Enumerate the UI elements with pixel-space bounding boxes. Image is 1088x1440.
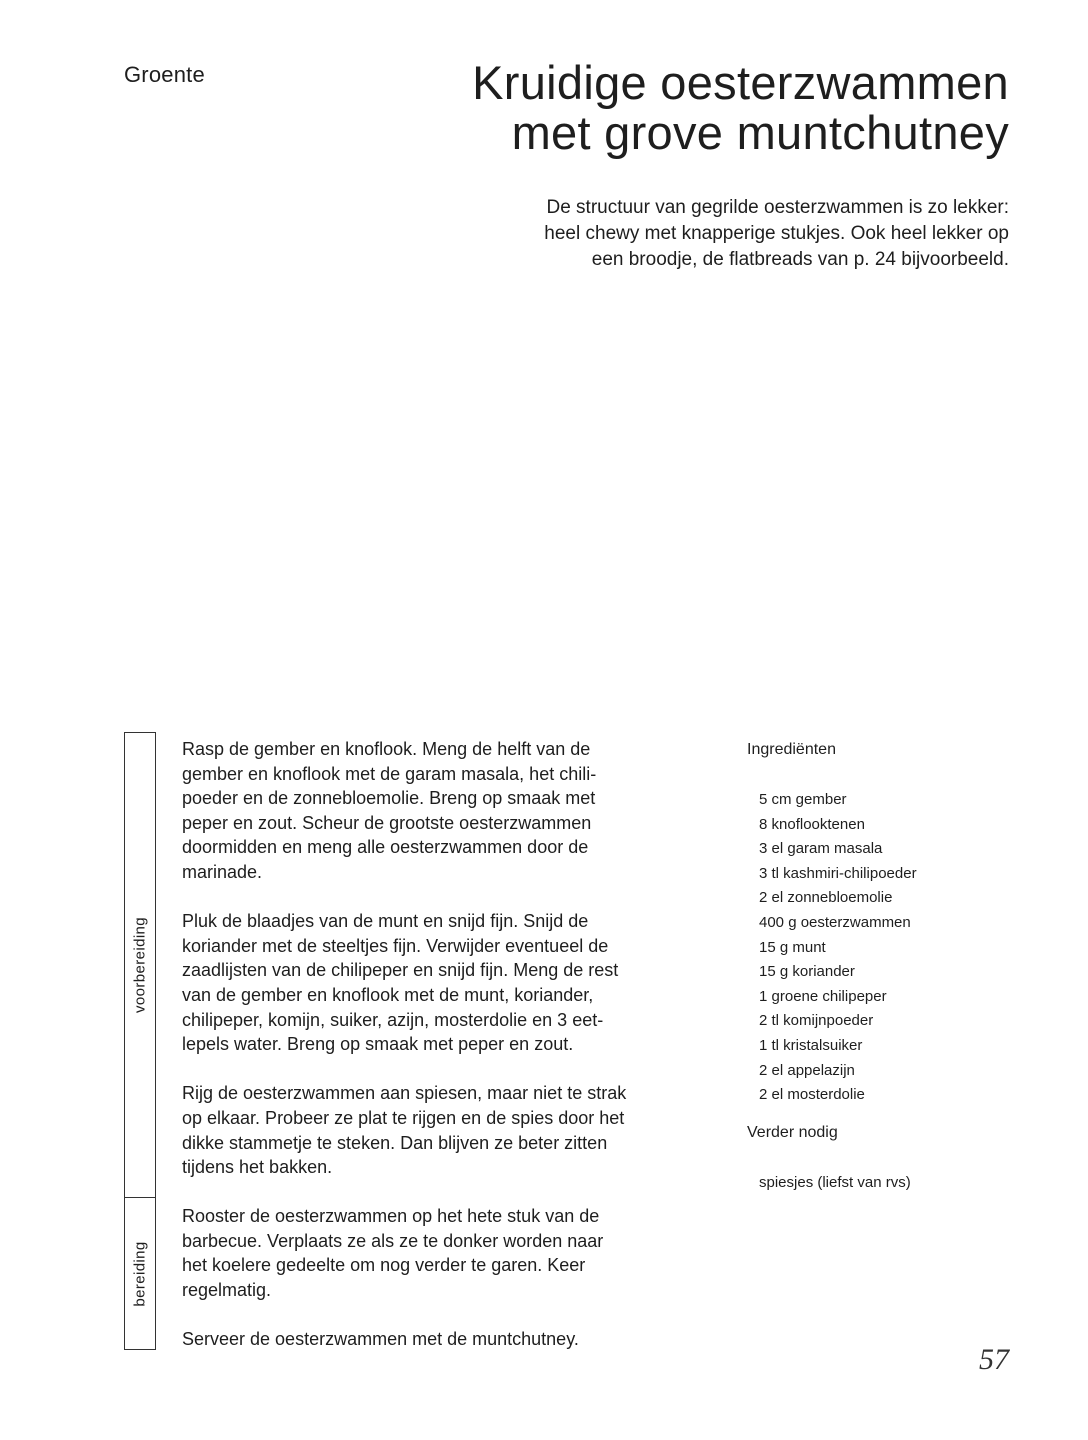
step-line: Rijg de oesterzwammen aan spiesen, maar niet te strak — [182, 1083, 627, 1104]
intro-line: een broodje, de flatbreads van p. 24 bijvoorbeeld. — [591, 249, 1009, 270]
ingredient-item: 400 g oesterzwammen — [759, 913, 911, 931]
cooking-section-label: bereiding — [131, 1240, 149, 1307]
extra-items-list — [759, 1171, 1007, 1196]
step-paragraph — [182, 737, 682, 885]
step-line: Pluk de blaadjes van de munt en snijd fijn. Snijd de — [182, 911, 589, 932]
ingredient-item: 2 el zonnebloemolie — [759, 889, 893, 907]
step-line: chilipeper, komijn, suiker, azijn, mosterdolie en 3 eet- — [182, 1009, 604, 1030]
step-line: lepels water. Breng op smaak met peper en zout. — [182, 1034, 574, 1055]
method-steps — [182, 737, 682, 1376]
step-line: Rasp de gember en knoflook. Meng de helft van de — [182, 739, 591, 759]
step-line: zaadlijsten van de chilipeper en snijd fijn. Meng de rest — [182, 960, 619, 981]
intro-line: heel chewy met knapperige stukjes. Ook heel lekker op — [544, 223, 1009, 244]
ingredient-item: 1 tl kristalsuiker — [759, 1036, 863, 1054]
step-line: tijdens het bakken. — [182, 1157, 333, 1178]
page-number: 57 — [979, 1343, 1009, 1376]
step-line: poeder en de zonnebloemolie. Breng op smaak met — [182, 788, 596, 809]
preparation-section-box — [124, 732, 156, 1198]
intro-line: De structuur van gegrilde oesterzwammen is zo lekker: — [546, 197, 1009, 218]
ingredient-item: 15 g munt — [759, 938, 826, 956]
extra-items-heading: Verder nodig — [747, 1123, 838, 1141]
recipe-title — [309, 58, 1009, 158]
extra-item: spiesjes (liefst van rvs) — [759, 1173, 911, 1191]
preparation-section-label: voorbereiding — [131, 916, 149, 1014]
category-label: Groente — [124, 62, 205, 87]
step-paragraph — [182, 1327, 682, 1352]
step-paragraph — [182, 1081, 682, 1179]
step-line: barbecue. Verplaats ze als ze te donker worden naar — [182, 1230, 604, 1251]
ingredient-item: 2 el mosterdolie — [759, 1086, 865, 1104]
step-line: doormidden en meng alle oesterzwammen door de — [182, 837, 589, 858]
step-paragraph — [182, 1204, 682, 1302]
step-line: Rooster de oesterzwammen op het hete stuk van de — [182, 1206, 600, 1227]
ingredients-panel — [747, 739, 1007, 1195]
ingredient-item: 2 tl komijnpoeder — [759, 1012, 874, 1030]
ingredient-item: 15 g koriander — [759, 963, 855, 981]
step-line: dikke stammetje te steken. Dan blijven ze beter zitten — [182, 1132, 608, 1153]
step-line: op elkaar. Probeer ze plat te rijgen en de spies door het — [182, 1107, 625, 1128]
ingredient-item: 8 knoflooktenen — [759, 815, 865, 833]
ingredients-heading: Ingrediënten — [747, 741, 836, 758]
ingredient-item: 3 tl kashmiri-chilipoeder — [759, 864, 917, 882]
ingredients-list — [759, 788, 1007, 1108]
cooking-section-box — [124, 1197, 156, 1350]
step-line: het koelere gedeelte om nog verder te garen. Keer — [182, 1255, 586, 1276]
step-line: koriander met de steeltjes fijn. Verwijder eventueel de — [182, 935, 609, 956]
step-line: Serveer de oesterzwammen met de muntchutney. — [182, 1329, 579, 1350]
ingredient-item: 3 el garam masala — [759, 840, 883, 858]
step-line: regelmatig. — [182, 1280, 272, 1301]
step-line: gember en knoflook met de garam masala, het chili- — [182, 763, 597, 784]
ingredient-item: 5 cm gember — [759, 791, 847, 808]
step-line: marinade. — [182, 861, 263, 882]
step-paragraph — [182, 909, 682, 1057]
step-line: peper en zout. Scheur de grootste oesterzwammen — [182, 812, 592, 833]
step-line: van de gember en knoflook met de munt, koriander, — [182, 984, 594, 1005]
ingredient-item: 2 el appelazijn — [759, 1061, 855, 1079]
recipe-intro — [389, 195, 1009, 273]
recipe-title-line: Kruidige oesterzwammen — [472, 56, 1009, 109]
ingredient-item: 1 groene chilipeper — [759, 987, 887, 1005]
recipe-title-line: met grove muntchutney — [511, 106, 1009, 159]
